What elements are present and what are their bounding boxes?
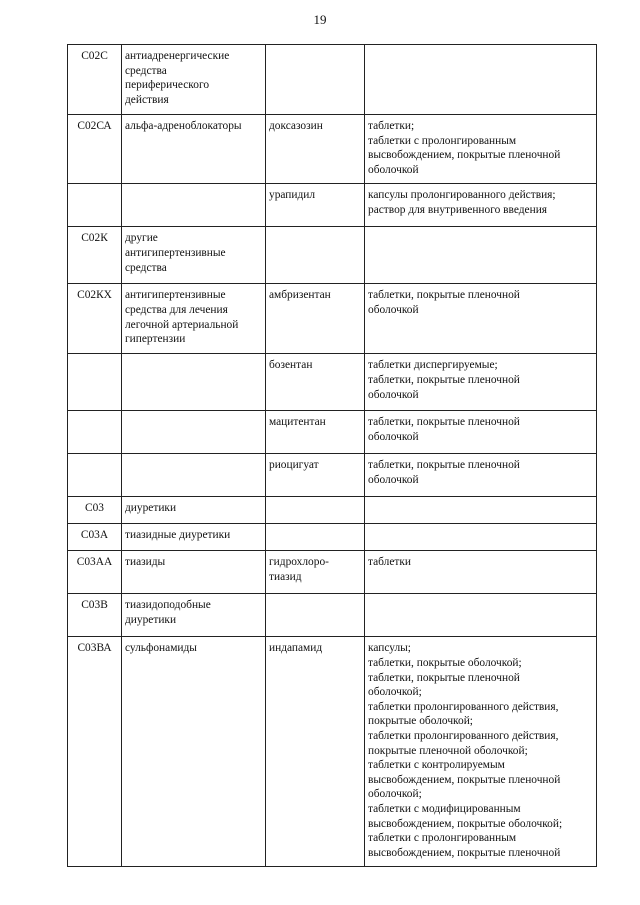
table-row [68,637,597,867]
table-row [68,497,597,524]
group-name-line: диуретики [125,502,177,515]
table-row [68,411,597,454]
dosage-forms-line: покрытые оболочкой; [368,715,473,728]
dosage-forms-line: таблетки, покрытые пленочной [368,373,520,386]
table-row [68,284,597,354]
drug-name-cell [266,184,365,227]
group-name-line: другие [125,232,158,245]
dosage-forms-line: таблетки с пролонгированным [368,832,517,845]
group-name-line: средства для лечения [125,303,228,316]
drug-name-line: урапидил [269,189,316,202]
drug-name-cell [266,637,365,867]
dosage-forms-line: таблетки пролонгированного действия, [368,700,559,713]
group-name-cell [122,524,266,551]
dosage-forms-line: таблетки с пролонгированным [368,134,517,147]
drug-name-line: гидрохлоро- [269,556,329,569]
group-name-line: антиадренергические [125,50,230,62]
dosage-forms-line: высвобождением, покрытые пленочной [368,149,561,162]
table-row [68,594,597,637]
table-row [68,115,597,184]
atc-code-cell: С03А [68,524,122,551]
dosage-forms-line: таблетки с контролируемым [368,759,505,772]
dosage-forms-cell [365,594,597,637]
dosage-forms-line: таблетки [368,556,412,569]
table-row [68,551,597,594]
group-name-cell [122,411,266,454]
drug-table [67,44,597,867]
dosage-forms-cell [365,227,597,284]
group-name-cell [122,284,266,354]
dosage-forms-line: таблетки, покрытые пленочной [368,671,520,684]
group-name-line: антигипертензивные [125,246,226,259]
drug-name-line: тиазид [269,570,302,583]
dosage-forms-line: таблетки с модифицированным [368,802,521,815]
group-name-cell [122,45,266,115]
drug-name-cell [266,411,365,454]
atc-code-cell [68,354,122,411]
atc-code-cell: С03В [68,594,122,637]
atc-code-cell: С03 [68,497,122,524]
atc-code-cell: С02СА [68,115,122,184]
dosage-forms-cell [365,115,597,184]
dosage-forms-line: высвобождением, покрытые пленочной [368,773,561,786]
group-name-line: антигипертензивные [125,289,226,302]
drug-name-line: риоцигуат [269,459,319,472]
dosage-forms-line: таблетки пролонгированного действия, [368,729,559,742]
drug-name-line: мацитентан [269,416,326,429]
dosage-forms-line: оболочкой [368,163,419,176]
dosage-forms-line: высвобождением, покрытые оболочкой; [368,817,563,830]
dosage-forms-line: оболочкой [368,388,419,401]
dosage-forms-line: таблетки, покрытые оболочкой; [368,656,522,669]
drug-name-cell [266,227,365,284]
dosage-forms-cell [365,497,597,524]
dosage-forms-cell [365,524,597,551]
dosage-forms-line: капсулы пролонгированного действия; [368,189,556,202]
atc-code-cell: С02КХ [68,284,122,354]
dosage-forms-line: таблетки, покрытые пленочной [368,416,520,429]
group-name-cell [122,551,266,594]
atc-code-cell: С03ВА [68,637,122,867]
group-name-cell [122,454,266,497]
dosage-forms-cell [365,45,597,115]
group-name-line: тиазидоподобные [125,599,211,612]
group-name-cell [122,354,266,411]
group-name-line: альфа-адреноблокаторы [125,120,242,132]
dosage-forms-line: таблетки, покрытые пленочной [368,459,520,472]
group-name-line: тиазиды [125,556,166,569]
drug-name-cell [266,524,365,551]
group-name-line: периферического [125,79,210,92]
drug-name-cell [266,551,365,594]
group-name-cell [122,637,266,867]
dosage-forms-line: оболочкой; [368,686,422,699]
group-name-cell [122,115,266,184]
atc-code-cell: С02С [68,45,122,115]
drug-name-line: доксазозин [269,120,323,132]
atc-code-cell [68,184,122,227]
drug-name-cell [266,497,365,524]
atc-code-cell: С02К [68,227,122,284]
dosage-forms-line: капсулы; [368,642,411,655]
dosage-forms-line: оболочкой [368,473,419,486]
drug-name-cell [266,594,365,637]
table-row [68,354,597,411]
group-name-line: средства [125,261,167,274]
group-name-cell [122,184,266,227]
table-row [68,524,597,551]
group-name-line: тиазидные диуретики [125,529,231,542]
drug-name-cell [266,45,365,115]
dosage-forms-cell [365,284,597,354]
group-name-line: средства [125,64,167,77]
drug-name-cell [266,454,365,497]
group-name-line: диуретики [125,613,177,626]
group-name-line: сульфонамиды [125,642,197,655]
dosage-forms-cell [365,411,597,454]
drug-name-cell [266,354,365,411]
atc-code-cell [68,454,122,497]
group-name-cell [122,594,266,637]
dosage-forms-line: таблетки диспергируемые; [368,359,498,372]
table-row [68,454,597,497]
dosage-forms-line: оболочкой; [368,788,422,801]
dosage-forms-line: раствор для внутривенного введения [368,203,548,216]
group-name-cell [122,497,266,524]
table-row [68,227,597,284]
group-name-cell [122,227,266,284]
group-name-line: действия [125,93,169,106]
dosage-forms-cell [365,454,597,497]
dosage-forms-line: высвобождением, покрытые пленочной [368,846,561,859]
drug-name-line: амбризентан [269,289,331,302]
drug-name-line: бозентан [269,359,313,372]
drug-name-cell [266,115,365,184]
page-number: 19 [313,12,327,27]
table-row [68,184,597,227]
group-name-line: гипертензии [125,333,186,346]
drug-name-cell [266,284,365,354]
dosage-forms-cell [365,551,597,594]
group-name-line: легочной артериальной [125,318,239,331]
atc-code-cell [68,411,122,454]
dosage-forms-line: оболочкой [368,430,419,443]
dosage-forms-line: покрытые пленочной оболочкой; [368,744,528,757]
dosage-forms-cell [365,637,597,867]
atc-code-cell: С03АА [68,551,122,594]
drug-name-line: индапамид [269,642,323,655]
dosage-forms-line: оболочкой [368,303,419,316]
dosage-forms-line: таблетки, покрытые пленочной [368,289,520,302]
dosage-forms-cell [365,354,597,411]
dosage-forms-line: таблетки; [368,120,415,132]
table-row [68,45,597,115]
dosage-forms-cell [365,184,597,227]
